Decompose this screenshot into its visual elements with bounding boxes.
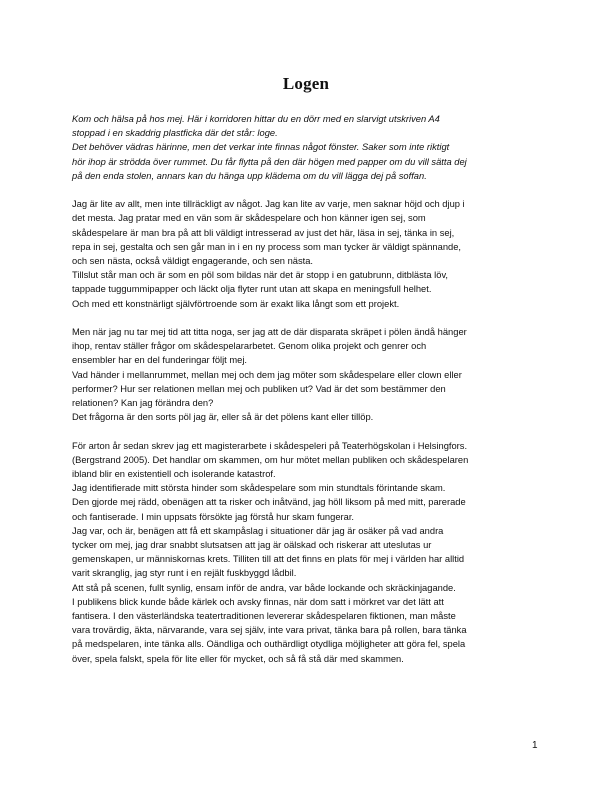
text-line: och fantiserade. I min uppsats försökte jag förstå hur skam fungerar. (72, 511, 355, 522)
paragraph (72, 112, 542, 183)
paragraph (72, 197, 542, 311)
document-body (72, 112, 542, 680)
text-line: stoppad i en skaddrig plastficka där det står: loge. (72, 128, 278, 139)
text-line: ihop, rentav ställer frågor om skådespelararbetet. Genom olika projekt och genrer och (72, 341, 427, 352)
paragraph (72, 439, 542, 666)
text-line: Tillslut står man och är som en pöl som bildas när det är stopp i en gatubrunn, ditblästa löv, (72, 270, 449, 281)
text-line: performer? Hur ser relationen mellan mej och publiken ut? Vad är det som bestämmer den (72, 383, 446, 394)
text-line: Men när jag nu tar mej tid att titta noga, ser jag att de där disparata skräpet i pölen ändå hänger (72, 327, 467, 338)
text-line: Det behöver vädras härinne, men det verkar inte finnas något fönster. Saker som inte riktigt (72, 142, 450, 153)
text-line: Jag identifierade mitt största hinder som skådespelare som min stundtals förintande skam. (72, 483, 446, 494)
text-line: Den gjorde mej rädd, obenägen att ta risker och inåtvänd, jag höll liksom på med mitt, parerade (72, 497, 466, 508)
text-line: För arton år sedan skrev jag ett magisterarbete i skådespeleri på Teaterhögskolan i Helsingfors. (72, 440, 468, 451)
text-line: hör ihop är strödda över rummet. Du får flytta på den där högen med papper om du vill sätta dej (72, 156, 467, 167)
paragraph (72, 325, 542, 424)
text-line: (Bergstrand 2005). Det handlar om skammen, om hur mötet mellan publiken och skådespelaren (72, 454, 469, 465)
text-line: repa in sej, gestalta och sen går man in i en ny process som man tycker är väldigt spännande, (72, 241, 462, 252)
text-line: vara trovärdig, äkta, närvarande, vara sej själv, inte vara privat, tänka bara på rollen, bara tänka (72, 625, 467, 636)
page-number: 1 (532, 740, 538, 751)
text-line: Vad händer i mellanrummet, mellan mej och dem jag möter som skådespelare eller clown eller (72, 369, 462, 380)
text-line: Det frågorna är den sorts pöl jag är, eller så är det pölens kant eller tillöp. (72, 412, 374, 423)
text-line: tycker om mej, jag drar snabbt slutsatsen att jag är oälskad och riskerar att uteslutas ur (72, 540, 432, 551)
text-line: på den enda stolen, annars kan du hänga upp klädema om du vill lägga dej på soffan. (72, 170, 427, 181)
text-line: Att stå på scenen, fullt synlig, ensam inför de andra, var både lockande och skräckinjagande. (72, 582, 456, 593)
page-title: Logen (282, 74, 330, 93)
text-line: Kom och hälsa på hos mej. Här i korridoren hittar du en dörr med en slarvigt utskriven A4 (72, 114, 440, 124)
text-line: ibland blir en existentiell och isolerande katastrof. (72, 469, 276, 480)
text-line: det mesta. Jag pratar med en vän som är skådespelare och hon känner igen sej, som (72, 213, 426, 224)
text-line: I publikens blick kunde både kärlek och avsky finnas, när dom satt i mörkret var det lätt att (72, 596, 444, 607)
text-line: Och med ett konstnärligt självförtroende som är exakt lika långt som ett projekt. (72, 298, 400, 309)
text-line: gemenskapen, ur människornas krets. Tilliten till att det finns en plats för mej i världen har alltid (72, 554, 465, 565)
text-line: Jag var, och är, benägen att få ett skampåslag i situationer där jag är osäker på vad andra (72, 525, 444, 536)
text-line: Jag är lite av allt, men inte tillräckligt av något. Jag kan lite av varje, men saknar höjd och djup i (72, 199, 465, 210)
text-line: över, spela falskt, spela för lite eller för mycket, och så få stå där med skammen. (72, 653, 404, 664)
text-line: ensembler har en del funderingar följt mej. (72, 355, 248, 366)
text-line: varit skranglig, jag styr runt i en rejält fuskbyggd lådbil. (72, 568, 297, 579)
text-line: tappade tuggummipapper och läckt olja flyter runt utan att skapa en meningsfull helhet. (72, 284, 432, 295)
text-line: relationen? Kan jag förändra den? (72, 398, 214, 409)
text-line: på medspelaren, inte tänka alls. Oändliga och outhärdligt otydliga möjligheter att göra fel, spela (72, 639, 466, 650)
text-line: skådespelare är man bra på att bli väldigt intresserad av just det här, läsa in sej, tänka in sej, (72, 227, 455, 238)
text-line: och sen nästa, också väldigt engagerande, och sen nästa. (72, 256, 314, 267)
text-line: fantisera. I den västerländska teatertraditionen levererar skådespelaren fiktionen, man måste (72, 611, 456, 622)
